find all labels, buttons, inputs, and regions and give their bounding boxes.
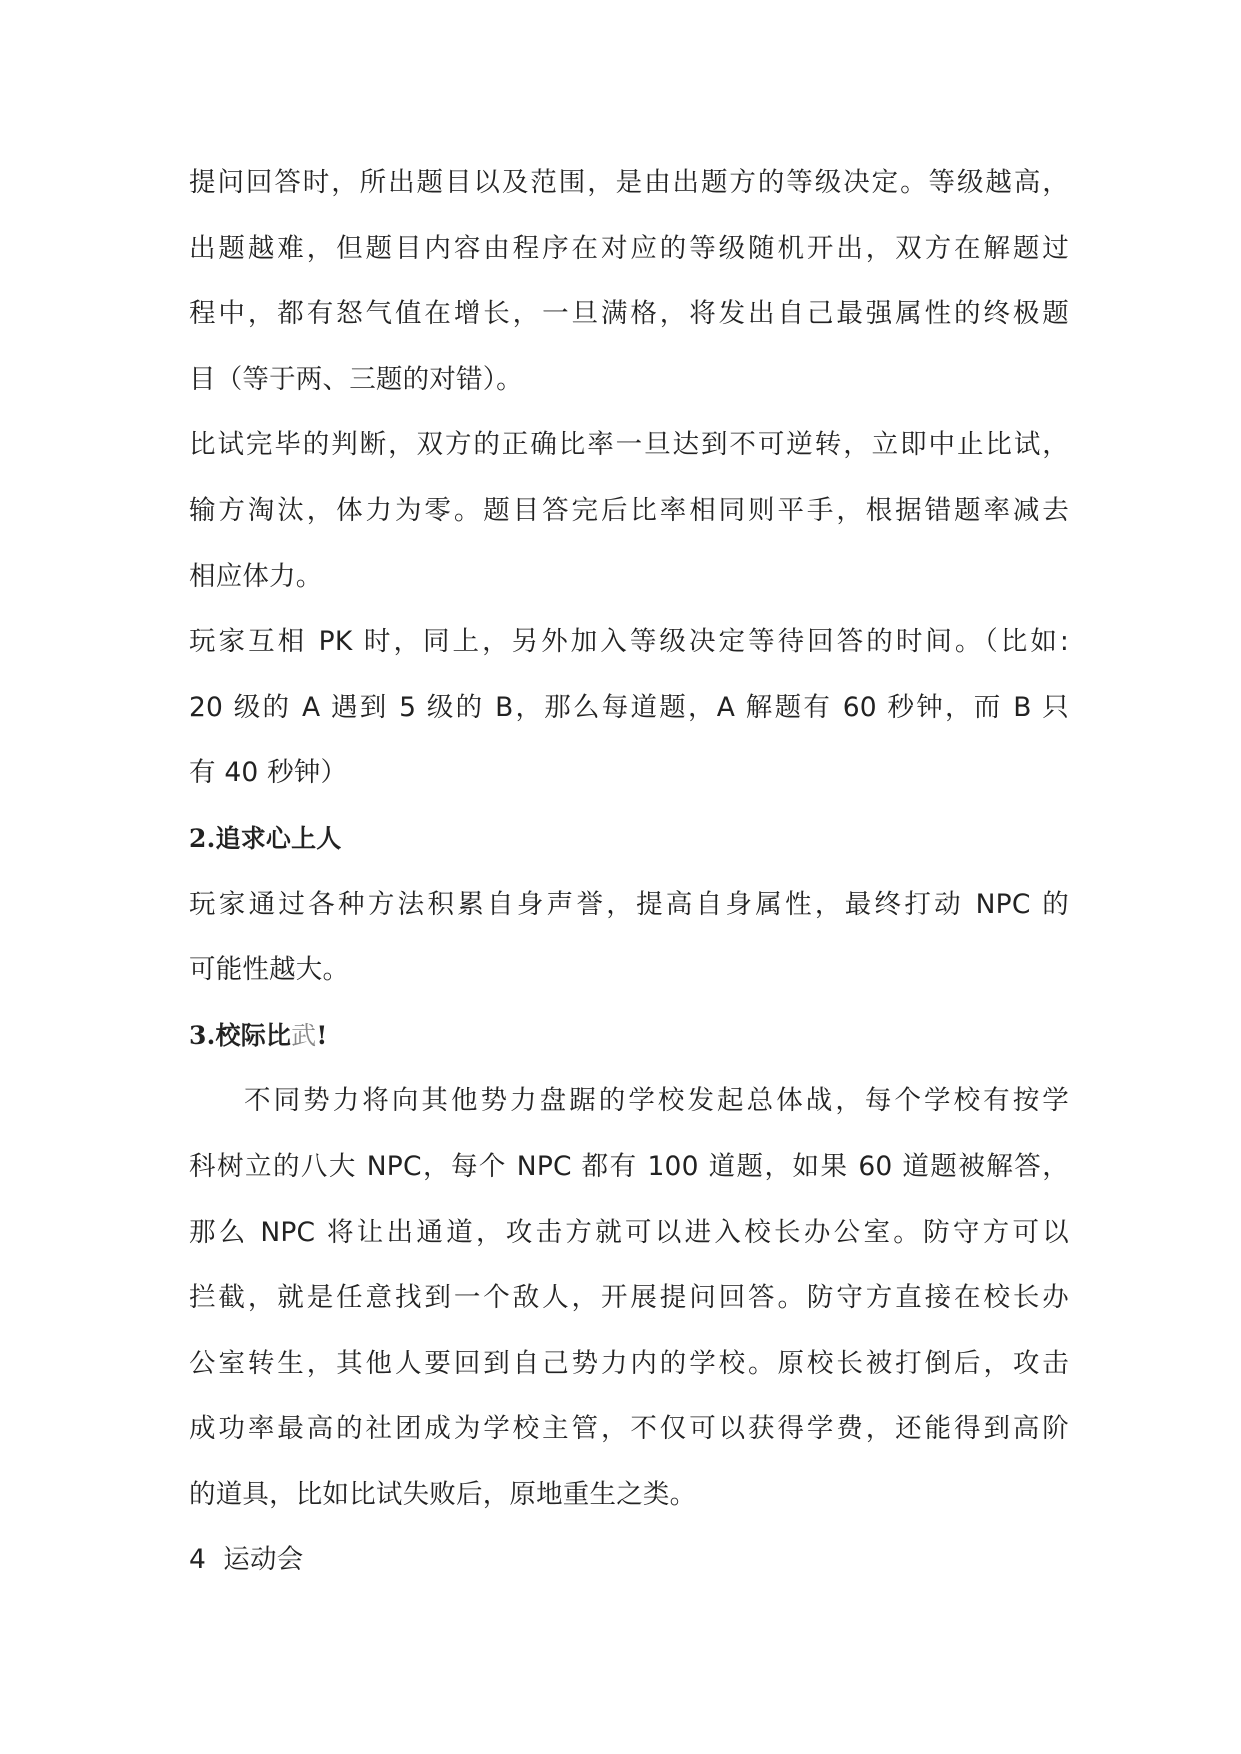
document-page	[189, 150, 1069, 1593]
heading-suffix: !	[316, 1020, 328, 1050]
paragraph-line: 那么 NPC 将让出通道，攻击方就可以进入校长办公室。防守方可以	[189, 1216, 1069, 1248]
section-heading-4: 4 运动会	[189, 1544, 304, 1576]
paragraph-line: 玩家互相 PK 时，同上，另外加入等级决定等待回答的时间。（比如:	[189, 626, 1069, 658]
section-heading-2: 2.追求心上人	[189, 823, 342, 853]
paragraph-line: 有 40 秒钟）	[189, 757, 348, 789]
paragraph-line: 拦截，就是任意找到一个敌人，开展提问回答。防守方直接在校长办	[189, 1282, 1069, 1314]
paragraph-line: 公室转生，其他人要回到自己势力内的学校。原校长被打倒后，攻击	[189, 1347, 1069, 1379]
paragraph-line: 出题越难，但题目内容由程序在对应的等级随机开出，双方在解题过	[189, 232, 1069, 264]
paragraph-line: 的道具，比如比试失败后，原地重生之类。	[189, 1478, 697, 1510]
heading-prefix: 3.校际比	[189, 1020, 292, 1050]
paragraph-line: 20 级的 A 遇到 5 级的 B，那么每道题，A 解题有 60 秒钟，而 B 只	[189, 691, 1069, 723]
paragraph-line: 不同势力将向其他势力盘踞的学校发起总体战，每个学校有按学	[244, 1085, 1069, 1117]
paragraph-line: 提问回答时，所出题目以及范围，是由出题方的等级决定。等级越高，	[189, 167, 1069, 198]
paragraph-line: 成功率最高的社团成为学校主管，不仅可以获得学费，还能得到高阶	[189, 1413, 1069, 1445]
paragraph-line: 程中，都有怒气值在增长，一旦满格，将发出自己最强属性的终极题	[189, 298, 1069, 330]
paragraph-line: 相应体力。	[189, 560, 323, 592]
paragraph-line: 输方淘汰，体力为零。题目答完后比率相同则平手，根据错题率减去	[189, 494, 1069, 526]
paragraph-line: 玩家通过各种方法积累自身声誉，提高自身属性，最终打动 NPC 的	[189, 888, 1069, 920]
paragraph-line: 比试完毕的判断，双方的正确比率一旦达到不可逆转，立即中止比试，	[189, 429, 1069, 461]
heading-grey-char: 武	[291, 1020, 317, 1050]
paragraph-line: 目（等于两、三题的对错）。	[189, 363, 523, 395]
section-heading-3	[189, 1003, 1069, 1069]
paragraph-line: 科树立的八大 NPC，每个 NPC 都有 100 道题，如果 60 道题被解答，	[189, 1150, 1069, 1182]
paragraph-line: 可能性越大。	[189, 954, 350, 986]
